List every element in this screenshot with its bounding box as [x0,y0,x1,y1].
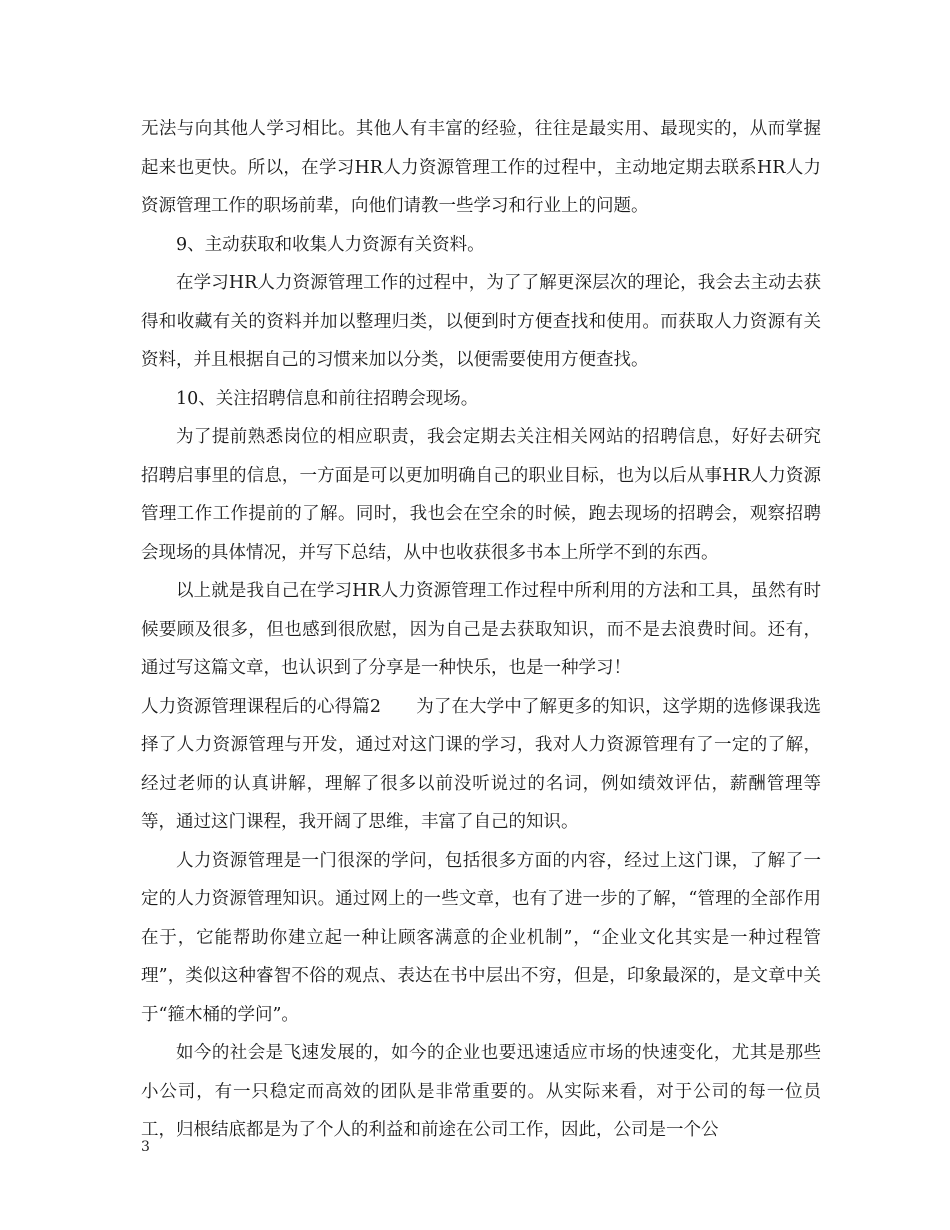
paragraph-1: 无法与向其他人学习相比。其他人有丰富的经验，往往是最实用、最现实的，从而掌握起来也更快。所以，在学习HR人力资源管理工作的过程中，主动地定期去联系HR人力资源管理工作的职场前辈，向他们请教一些学习和行业上的问题。 [141,119,821,216]
paragraph-5: 为了提前熟悉岗位的相应职责，我会定期去关注相关网站的招聘信息，好好去研究招聘启事里的信息，一方面是可以更加明确自己的职业目标，也为以后从事HR人力资源管理工作工作提前的了解。同时，我也会在空余的时候，跑去现场的招聘会，观察招聘会现场的具体情况，并写下总结，从中也收获很多书本上所学不到的东西。 [141,427,821,563]
paragraph-2: 9、主动获取和收集人力资源有关资料。 [176,234,485,255]
paragraph-7: 人力资源管理课程后的心得篇2 为了在大学中了解更多的知识，这学期的选修课我选择了人力资源管理与开发，通过对这门课的学习，我对人力资源管理有了一定的了解，经过老师的认真讲解，理解了很多以前没听说过的名词，例如绩效评估，薪酬管理等等，通过这门课程，我开阔了思维，丰富了自己的知识。 [141,696,821,832]
page-number: 3 [141,1139,150,1155]
paragraph-6: 以上就是我自己在学习HR人力资源管理工作过程中所利用的方法和工具，虽然有时候要顾及很多，但也感到很欣慰，因为自己是去获取知识，而不是去浪费时间。还有，通过写这篇文章，也认识到了分享是一种快乐，也是一种学习！ [141,581,821,678]
paragraph-8: 人力资源管理是一门很深的学问，包括很多方面的内容，经过上这门课，了解了一定的人力资源管理知识。通过网上的一些文章，也有了进一步的了解，“管理的全部作用在于，它能帮助你建立起一种让顾客满意的企业机制”，“企业文化其实是一种过程管理”，类似这种睿智不俗的观点、表达在书中层出不穷，但是，印象最深的，是文章中关于“箍木桶的学问”。 [141,850,821,1025]
paragraph-9: 如今的社会是飞速发展的，如今的企业也要迅速适应市场的快速变化，尤其是那些小公司，有一只稳定而高效的团队是非常重要的。从实际来看，对于公司的每一位员工，归根结底都是为了个人的利益和前途在公司工作，因此，公司是一个公 [141,1043,821,1140]
paragraph-3: 在学习HR人力资源管理工作的过程中，为了了解更深层次的理论，我会去主动去获得和收藏有关的资料并加以整理归类，以便到时方便查找和使用。而获取人力资源有关资料，并且根据自己的习惯来加以分类，以便需要使用方便查找。 [141,273,821,370]
paragraph-4: 10、关注招聘信息和前往招聘会现场。 [176,388,479,409]
document-body [141,110,821,1150]
